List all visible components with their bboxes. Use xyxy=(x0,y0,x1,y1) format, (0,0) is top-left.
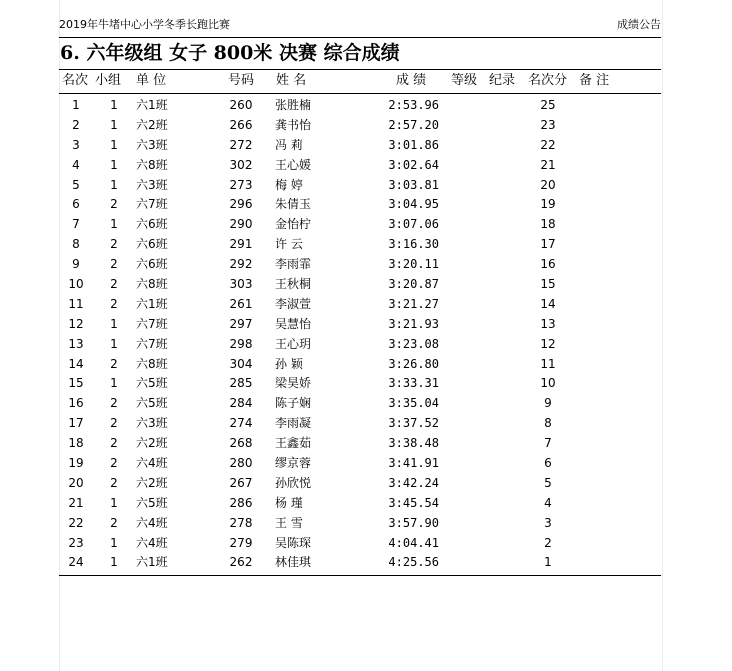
name-cell: 林佳琪 xyxy=(275,555,312,570)
bib-cell: 267 xyxy=(229,475,253,490)
name-cell: 许 云 xyxy=(275,237,303,252)
group-cell: 1 xyxy=(110,316,118,331)
name-cell: 李雨霏 xyxy=(275,257,312,272)
unit-cell: 六6班 xyxy=(136,257,168,272)
name-cell: 孙欣悦 xyxy=(275,475,312,490)
name-cell: 王心媛 xyxy=(275,157,312,172)
points-cell: 12 xyxy=(540,336,556,351)
table-row xyxy=(59,494,661,514)
bib-cell: 268 xyxy=(229,436,253,451)
bib-cell: 298 xyxy=(229,336,253,351)
bib-cell: 272 xyxy=(229,137,253,152)
rank-cell: 13 xyxy=(68,336,84,351)
running-header xyxy=(59,17,661,33)
name-cell: 王 雪 xyxy=(275,515,303,530)
bib-cell: 261 xyxy=(229,296,253,311)
time-cell: 3:57.90 xyxy=(388,515,439,530)
rank-cell: 1 xyxy=(72,98,80,112)
group-cell: 1 xyxy=(110,98,118,112)
name-cell: 吴陈琛 xyxy=(275,535,312,550)
bib-cell: 285 xyxy=(229,376,253,391)
time-cell: 3:26.80 xyxy=(388,356,439,371)
table-row xyxy=(59,474,661,494)
table-row xyxy=(59,275,661,295)
table-row xyxy=(59,374,661,394)
time-cell: 3:02.64 xyxy=(388,157,439,172)
unit-cell: 六6班 xyxy=(136,237,168,252)
points-cell: 11 xyxy=(540,356,556,371)
bib-cell: 302 xyxy=(229,157,253,172)
group-cell: 2 xyxy=(110,515,118,530)
time-cell: 4:04.41 xyxy=(388,535,439,550)
unit-cell: 六2班 xyxy=(136,475,168,490)
group-cell: 2 xyxy=(110,456,118,471)
points-cell: 3 xyxy=(544,515,552,530)
unit-cell: 六5班 xyxy=(136,396,168,411)
name-cell: 朱倩玉 xyxy=(275,197,312,212)
table-row xyxy=(59,116,661,136)
time-cell: 3:41.91 xyxy=(388,456,439,471)
table-row xyxy=(59,335,661,355)
time-cell: 3:42.24 xyxy=(388,475,439,490)
rank-cell: 8 xyxy=(72,237,80,252)
table-row xyxy=(59,96,661,116)
points-cell: 18 xyxy=(540,217,556,232)
name-cell: 梁昊娇 xyxy=(275,376,312,391)
unit-cell: 六8班 xyxy=(136,356,168,371)
table-row xyxy=(59,315,661,335)
table-row xyxy=(59,156,661,176)
points-cell: 9 xyxy=(544,396,552,411)
name-cell: 杨 瑾 xyxy=(275,495,303,510)
group-cell: 2 xyxy=(110,296,118,311)
table-row xyxy=(59,176,661,196)
name-cell: 李雨凝 xyxy=(275,416,312,431)
rank-cell: 24 xyxy=(68,555,84,570)
unit-cell: 六3班 xyxy=(136,137,168,152)
points-cell: 5 xyxy=(544,475,552,490)
unit-cell: 六7班 xyxy=(136,197,168,212)
unit-cell: 六1班 xyxy=(136,555,168,570)
name-cell: 梅 婷 xyxy=(275,177,303,192)
points-cell: 25 xyxy=(540,98,556,112)
results-table-body xyxy=(59,96,661,573)
bib-cell: 291 xyxy=(229,237,253,252)
col-name: 姓 名 xyxy=(276,73,307,88)
points-cell: 21 xyxy=(540,157,556,172)
col-note: 备 注 xyxy=(579,73,610,88)
time-cell: 2:57.20 xyxy=(388,117,439,132)
rank-cell: 16 xyxy=(68,396,84,411)
col-rank: 名次 xyxy=(62,73,89,88)
bib-cell: 304 xyxy=(229,356,253,371)
col-unit: 单 位 xyxy=(136,73,167,88)
unit-cell: 六8班 xyxy=(136,277,168,292)
rank-cell: 5 xyxy=(72,177,80,192)
group-cell: 1 xyxy=(110,217,118,232)
bib-cell: 266 xyxy=(229,117,253,132)
unit-cell: 六5班 xyxy=(136,376,168,391)
table-row xyxy=(59,394,661,414)
bib-cell: 297 xyxy=(229,316,253,331)
rank-cell: 7 xyxy=(72,217,80,232)
title-rule xyxy=(59,69,661,70)
bib-cell: 279 xyxy=(229,535,253,550)
time-cell: 3:04.95 xyxy=(388,197,439,212)
col-bib: 号码 xyxy=(228,73,255,88)
points-cell: 22 xyxy=(540,137,556,152)
rank-cell: 21 xyxy=(68,495,84,510)
bib-cell: 280 xyxy=(229,456,253,471)
time-cell: 3:37.52 xyxy=(388,416,439,431)
table-header-rule xyxy=(59,93,661,94)
bib-cell: 262 xyxy=(229,555,253,570)
table-row xyxy=(59,195,661,215)
group-cell: 2 xyxy=(110,396,118,411)
table-row xyxy=(59,215,661,235)
name-cell: 孙 颖 xyxy=(275,356,303,371)
unit-cell: 六4班 xyxy=(136,456,168,471)
col-group: 小组 xyxy=(95,73,122,88)
table-row xyxy=(59,514,661,534)
time-cell: 4:25.56 xyxy=(388,555,439,570)
bib-cell: 274 xyxy=(229,416,253,431)
name-cell: 李淑萱 xyxy=(275,296,312,311)
rank-cell: 15 xyxy=(68,376,84,391)
group-cell: 1 xyxy=(110,117,118,132)
time-cell: 3:07.06 xyxy=(388,217,439,232)
points-cell: 17 xyxy=(540,237,556,252)
points-cell: 8 xyxy=(544,416,552,431)
unit-cell: 六2班 xyxy=(136,117,168,132)
points-cell: 23 xyxy=(540,117,556,132)
group-cell: 2 xyxy=(110,197,118,212)
unit-cell: 六8班 xyxy=(136,157,168,172)
table-row xyxy=(59,454,661,474)
table-row xyxy=(59,534,661,554)
name-cell: 吴慧怡 xyxy=(275,316,312,331)
table-bottom-rule xyxy=(59,575,661,576)
time-cell: 3:01.86 xyxy=(388,137,439,152)
table-row xyxy=(59,434,661,454)
points-cell: 6 xyxy=(544,456,552,471)
unit-cell: 六5班 xyxy=(136,495,168,510)
time-cell: 3:16.30 xyxy=(388,237,439,252)
header-rule xyxy=(59,37,661,38)
group-cell: 1 xyxy=(110,177,118,192)
name-cell: 张胜楠 xyxy=(275,98,312,112)
bib-cell: 278 xyxy=(229,515,253,530)
rank-cell: 19 xyxy=(68,456,84,471)
bib-cell: 296 xyxy=(229,197,253,212)
rank-cell: 11 xyxy=(68,296,84,311)
bib-cell: 284 xyxy=(229,396,253,411)
unit-cell: 六4班 xyxy=(136,535,168,550)
name-cell: 金怡柠 xyxy=(275,217,312,232)
time-cell: 2:53.96 xyxy=(388,98,439,112)
group-cell: 1 xyxy=(110,555,118,570)
table-row xyxy=(59,553,661,573)
points-cell: 14 xyxy=(540,296,556,311)
time-cell: 3:23.08 xyxy=(388,336,439,351)
time-cell: 3:03.81 xyxy=(388,177,439,192)
name-cell: 冯 莉 xyxy=(275,137,303,152)
group-cell: 2 xyxy=(110,416,118,431)
col-time: 成 绩 xyxy=(396,73,427,88)
group-cell: 1 xyxy=(110,495,118,510)
table-row xyxy=(59,255,661,275)
table-row xyxy=(59,295,661,315)
group-cell: 2 xyxy=(110,475,118,490)
rank-cell: 20 xyxy=(68,475,84,490)
unit-cell: 六7班 xyxy=(136,316,168,331)
bib-cell: 273 xyxy=(229,177,253,192)
rank-cell: 4 xyxy=(72,157,80,172)
unit-cell: 六3班 xyxy=(136,416,168,431)
time-cell: 3:33.31 xyxy=(388,376,439,391)
bib-cell: 303 xyxy=(229,277,253,292)
name-cell: 缪京蓉 xyxy=(275,456,312,471)
table-row xyxy=(59,136,661,156)
group-cell: 2 xyxy=(110,436,118,451)
points-cell: 4 xyxy=(544,495,552,510)
points-cell: 10 xyxy=(540,376,556,391)
group-cell: 2 xyxy=(110,356,118,371)
rank-cell: 23 xyxy=(68,535,84,550)
group-cell: 2 xyxy=(110,237,118,252)
rank-cell: 3 xyxy=(72,137,80,152)
table-header xyxy=(59,72,661,90)
unit-cell: 六3班 xyxy=(136,177,168,192)
rank-cell: 14 xyxy=(68,356,84,371)
points-cell: 1 xyxy=(544,555,552,570)
points-cell: 19 xyxy=(540,197,556,212)
rank-cell: 12 xyxy=(68,316,84,331)
bib-cell: 292 xyxy=(229,257,253,272)
meet-name: 2019年牛堵中心小学冬季长跑比赛 xyxy=(59,18,230,31)
section-label: 成绩公告 xyxy=(617,18,661,31)
points-cell: 15 xyxy=(540,277,556,292)
time-cell: 3:45.54 xyxy=(388,495,439,510)
table-row xyxy=(59,355,661,375)
group-cell: 1 xyxy=(110,535,118,550)
unit-cell: 六2班 xyxy=(136,436,168,451)
event-title: 6. 六年级组 女子 800米 决赛 综合成绩 xyxy=(60,42,400,64)
table-row xyxy=(59,414,661,434)
rank-cell: 2 xyxy=(72,117,80,132)
col-level: 等级 xyxy=(451,73,478,88)
rank-cell: 6 xyxy=(72,197,80,212)
name-cell: 王心玥 xyxy=(275,336,312,351)
name-cell: 王鑫茹 xyxy=(275,436,312,451)
bib-cell: 290 xyxy=(229,217,253,232)
points-cell: 20 xyxy=(540,177,556,192)
unit-cell: 六4班 xyxy=(136,515,168,530)
col-record: 纪录 xyxy=(489,73,516,88)
bib-cell: 286 xyxy=(229,495,253,510)
bib-cell: 260 xyxy=(229,98,253,112)
rank-cell: 9 xyxy=(72,257,80,272)
col-points: 名次分 xyxy=(528,73,568,88)
unit-cell: 六7班 xyxy=(136,336,168,351)
time-cell: 3:21.93 xyxy=(388,316,439,331)
table-row xyxy=(59,235,661,255)
points-cell: 16 xyxy=(540,257,556,272)
time-cell: 3:38.48 xyxy=(388,436,439,451)
points-cell: 13 xyxy=(540,316,556,331)
group-cell: 2 xyxy=(110,257,118,272)
unit-cell: 六1班 xyxy=(136,98,168,112)
group-cell: 1 xyxy=(110,137,118,152)
time-cell: 3:20.87 xyxy=(388,277,439,292)
rank-cell: 18 xyxy=(68,436,84,451)
name-cell: 王秋桐 xyxy=(275,277,312,292)
points-cell: 2 xyxy=(544,535,552,550)
time-cell: 3:20.11 xyxy=(388,257,439,272)
group-cell: 1 xyxy=(110,376,118,391)
name-cell: 龚书怡 xyxy=(275,117,312,132)
rank-cell: 10 xyxy=(68,277,84,292)
rank-cell: 22 xyxy=(68,515,84,530)
name-cell: 陈子娴 xyxy=(275,396,312,411)
time-cell: 3:35.04 xyxy=(388,396,439,411)
time-cell: 3:21.27 xyxy=(388,296,439,311)
rank-cell: 17 xyxy=(68,416,84,431)
unit-cell: 六1班 xyxy=(136,296,168,311)
group-cell: 1 xyxy=(110,336,118,351)
group-cell: 1 xyxy=(110,157,118,172)
points-cell: 7 xyxy=(544,436,552,451)
unit-cell: 六6班 xyxy=(136,217,168,232)
group-cell: 2 xyxy=(110,277,118,292)
